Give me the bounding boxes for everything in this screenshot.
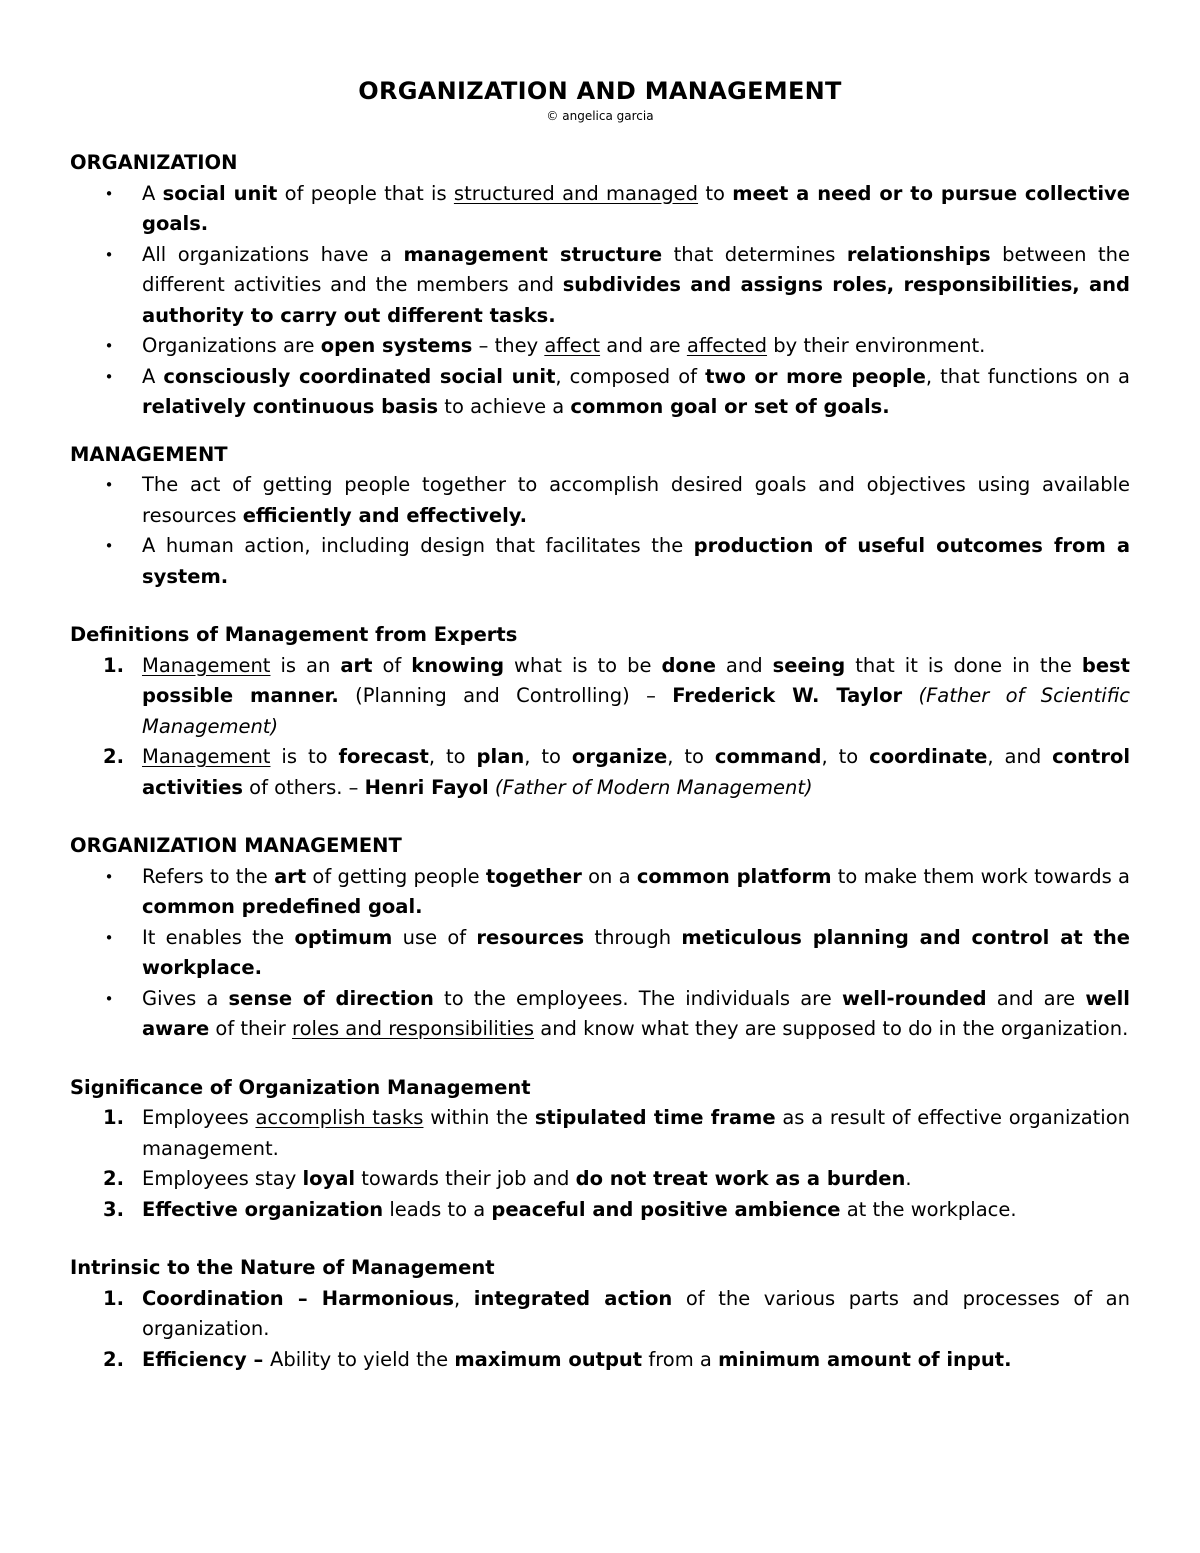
text-run: and are (986, 986, 1086, 1010)
item-number: 2. (103, 745, 124, 768)
bullet-marker: • (104, 928, 114, 947)
underlined-text: Management (142, 653, 271, 677)
text-run: and (715, 653, 773, 677)
text-run: between the different activities and the members and (142, 242, 1130, 296)
section-heading: Significance of Organization Management (70, 1075, 531, 1099)
text-run: that determines (662, 242, 847, 266)
bold-text: integrated action (473, 1286, 673, 1310)
list-item (70, 862, 1130, 923)
bullet-marker: • (104, 367, 114, 386)
text-run: (Planning and Controlling) – (338, 684, 673, 707)
text-run: to achieve a (438, 395, 571, 418)
section-heading: Intrinsic to the Nature of Management (70, 1256, 495, 1279)
item-number: 1. (103, 1286, 124, 1310)
bold-text: sense of direction (228, 986, 434, 1010)
text-run: , (454, 1286, 474, 1310)
text-run: Employees stay (142, 1167, 303, 1190)
bold-text: coordinate (869, 745, 988, 768)
text-run: A human action, including design that facilitates the (142, 534, 694, 557)
list-item (70, 331, 1130, 362)
item-text (142, 1167, 912, 1190)
list-item (70, 1164, 1130, 1195)
text-run: Ability to yield the (270, 1347, 455, 1371)
bullet-marker: • (104, 537, 114, 555)
text-run: Refers to the (142, 864, 275, 888)
text-run: of their (209, 1017, 293, 1040)
text-run: from a (642, 1347, 719, 1371)
bold-text: minimum amount of input. (718, 1347, 1012, 1371)
section-heading: ORGANIZATION MANAGEMENT (70, 834, 402, 857)
bold-text: relationships (846, 242, 991, 266)
bold-text: production of useful outcomes from a system. (142, 534, 1130, 588)
text-run: at the workplace. (840, 1197, 1017, 1221)
list-item (70, 742, 1130, 803)
text-run: is an (270, 653, 341, 677)
list-item (70, 1284, 1130, 1345)
text-run: leads to a (383, 1197, 492, 1221)
bullet-list (70, 179, 1130, 423)
italic-text: (Father of Scientific Management) (142, 684, 1131, 738)
item-text (142, 654, 1130, 738)
list-item (70, 240, 1130, 332)
underlined-text: structured and managed (453, 181, 699, 205)
bold-text: together (485, 864, 582, 888)
text-run: – they (472, 334, 545, 357)
bold-text: art (340, 653, 373, 677)
text-run: use of (392, 925, 477, 949)
bold-text: open systems (320, 334, 473, 357)
item-text (142, 473, 1130, 527)
bold-text: relatively continuous basis (142, 395, 439, 418)
item-text (142, 534, 1130, 588)
text-run: is to (270, 745, 339, 768)
text-run (902, 684, 918, 707)
text-run: within the (423, 1106, 535, 1129)
bold-text: resources (476, 925, 585, 949)
list-item (70, 984, 1130, 1045)
section-definitions (70, 620, 1130, 803)
item-number: 1. (103, 653, 124, 677)
numbered-list (70, 1103, 1130, 1225)
text-run: through (584, 925, 682, 949)
item-text (142, 987, 1130, 1041)
item-text (142, 865, 1130, 919)
item-number: 2. (103, 1347, 124, 1371)
bold-text: meticulous planning and control at the workplace. (142, 925, 1130, 979)
text-run: , composed of (555, 364, 706, 388)
bold-text: Effective organization (142, 1197, 384, 1221)
list-item (70, 531, 1130, 592)
bold-text: Henri Fayol (364, 775, 489, 799)
text-run: and know what they are supposed to do in the organization. (534, 1017, 1129, 1040)
underlined-text: affect (544, 334, 601, 357)
list-item (70, 179, 1130, 240)
bold-text: loyal (302, 1167, 356, 1190)
bold-text: optimum (294, 925, 393, 949)
item-text (142, 182, 1130, 236)
bold-text: peaceful and positive ambience (491, 1197, 841, 1221)
list-item (70, 362, 1130, 423)
text-run: , that functions on a (925, 364, 1130, 388)
text-run: of getting people (306, 864, 486, 888)
bold-text: efficiently and effectively. (242, 503, 528, 527)
text-run: to the employees. The individuals are (433, 986, 842, 1010)
bold-text: plan (476, 745, 525, 768)
bold-text: common goal or set of goals. (570, 395, 890, 418)
bold-text: meet a need or to pursue collective goals. (142, 181, 1130, 235)
bold-text: common platform (636, 864, 832, 888)
text-run: Employees (142, 1106, 256, 1129)
section-organization-management (70, 831, 1130, 1045)
bold-text: consciously coordinated social unit (163, 364, 556, 388)
item-text (142, 926, 1130, 980)
text-run: Organizations are (142, 334, 321, 357)
item-text (142, 243, 1130, 327)
numbered-list (70, 651, 1130, 804)
numbered-list (70, 1284, 1130, 1376)
text-run: of others. – (242, 775, 365, 799)
item-text (142, 334, 985, 357)
bullet-marker: • (104, 245, 114, 264)
item-text (142, 365, 1130, 419)
underlined-text: accomplish tasks (255, 1106, 424, 1129)
bold-text: knowing (411, 653, 505, 677)
bold-text: Coordination – Harmonious (142, 1286, 455, 1310)
text-run: , to (524, 745, 572, 768)
text-run: what is to be (504, 653, 662, 677)
text-run: , to (667, 745, 715, 768)
section-significance (70, 1073, 1130, 1226)
text-run: that it is done in the (845, 653, 1082, 677)
item-text (142, 1198, 1017, 1221)
section-heading: ORGANIZATION (70, 151, 238, 174)
item-text (142, 1348, 1012, 1371)
item-number: 3. (103, 1197, 124, 1221)
text-run: All organizations have a (142, 242, 404, 266)
bold-text: two or more people (705, 364, 926, 388)
document-title: ORGANIZATION AND MANAGEMENT (358, 77, 842, 105)
text-run: as a result of effective organization management. (142, 1106, 1130, 1160)
underlined-text: affected (686, 334, 768, 357)
text-run: towards their job and (355, 1167, 576, 1190)
underlined-text: Management (142, 745, 271, 768)
bold-text: done (661, 653, 716, 677)
text-run: of people that is (277, 181, 454, 205)
section-intrinsic-nature (70, 1253, 1130, 1375)
item-text (142, 1106, 1130, 1160)
author-credit: © angelica garcia (546, 109, 654, 123)
bold-text: social unit (162, 181, 278, 205)
text-run: to (698, 181, 733, 205)
text-run: of (372, 653, 412, 677)
text-run: on a (581, 864, 637, 888)
text-run: The act of getting people together to accomplish desired goals and objectives using available resources (142, 473, 1130, 527)
list-item (70, 923, 1130, 984)
text-run: of the various parts and processes of an organization. (142, 1286, 1130, 1340)
bold-text: well aware (142, 986, 1130, 1040)
item-number: 2. (103, 1167, 124, 1190)
bullet-marker: • (104, 476, 114, 494)
bullet-marker: • (104, 867, 114, 886)
text-run: by their environment. (767, 334, 986, 357)
bold-text: maximum output (454, 1347, 643, 1371)
text-run: , to (428, 745, 477, 768)
list-item (70, 470, 1130, 531)
bullet-marker: • (104, 337, 114, 355)
bold-text: organize (571, 745, 668, 768)
bold-text: well-rounded (841, 986, 987, 1010)
bullet-list (70, 862, 1130, 1045)
list-item (70, 651, 1130, 743)
list-item (70, 1345, 1130, 1376)
list-item (70, 1195, 1130, 1226)
document-page (70, 76, 1130, 1375)
underlined-text: roles and responsibilities (292, 1017, 535, 1040)
text-run: . (905, 1167, 912, 1190)
text-run: It enables the (142, 925, 295, 949)
text-run: Gives a (142, 986, 229, 1010)
bold-text: Frederick W. Taylor (672, 684, 903, 707)
section-management (70, 440, 1130, 593)
item-text (142, 745, 1130, 799)
text-run: A (142, 181, 163, 205)
bold-text: management structure (403, 242, 663, 266)
bold-text: common predefined goal. (142, 895, 423, 918)
item-text (142, 1287, 1130, 1341)
list-item (70, 1103, 1130, 1164)
bold-text: Efficiency – (142, 1347, 271, 1371)
item-number: 1. (103, 1106, 124, 1129)
bullet-marker: • (104, 989, 114, 1008)
bold-text: art (274, 864, 307, 888)
bold-text: do not treat work as a burden (575, 1167, 906, 1190)
bold-text: seeing (772, 653, 846, 677)
bold-text: subdivides and assigns roles, responsibilities, and authority to carry out different tasks. (142, 273, 1130, 327)
bold-text: best possible manner. (142, 653, 1130, 707)
text-run: A (142, 364, 164, 388)
bold-text: forecast (338, 745, 429, 768)
section-organization (70, 148, 1130, 423)
bullet-marker: • (104, 184, 114, 203)
bold-text: stipulated time frame (534, 1106, 776, 1129)
text-run: , and (987, 745, 1053, 768)
section-heading: MANAGEMENT (70, 442, 228, 466)
italic-text: (Father of Modern Management) (494, 775, 813, 799)
text-run: , to (821, 745, 870, 768)
bold-text: command (714, 745, 822, 768)
text-run: to make them work towards a (831, 864, 1130, 888)
section-heading: Definitions of Management from Experts (70, 623, 518, 646)
text-run: and are (600, 334, 687, 357)
bold-text: control activities (142, 745, 1131, 799)
bullet-list (70, 470, 1130, 592)
